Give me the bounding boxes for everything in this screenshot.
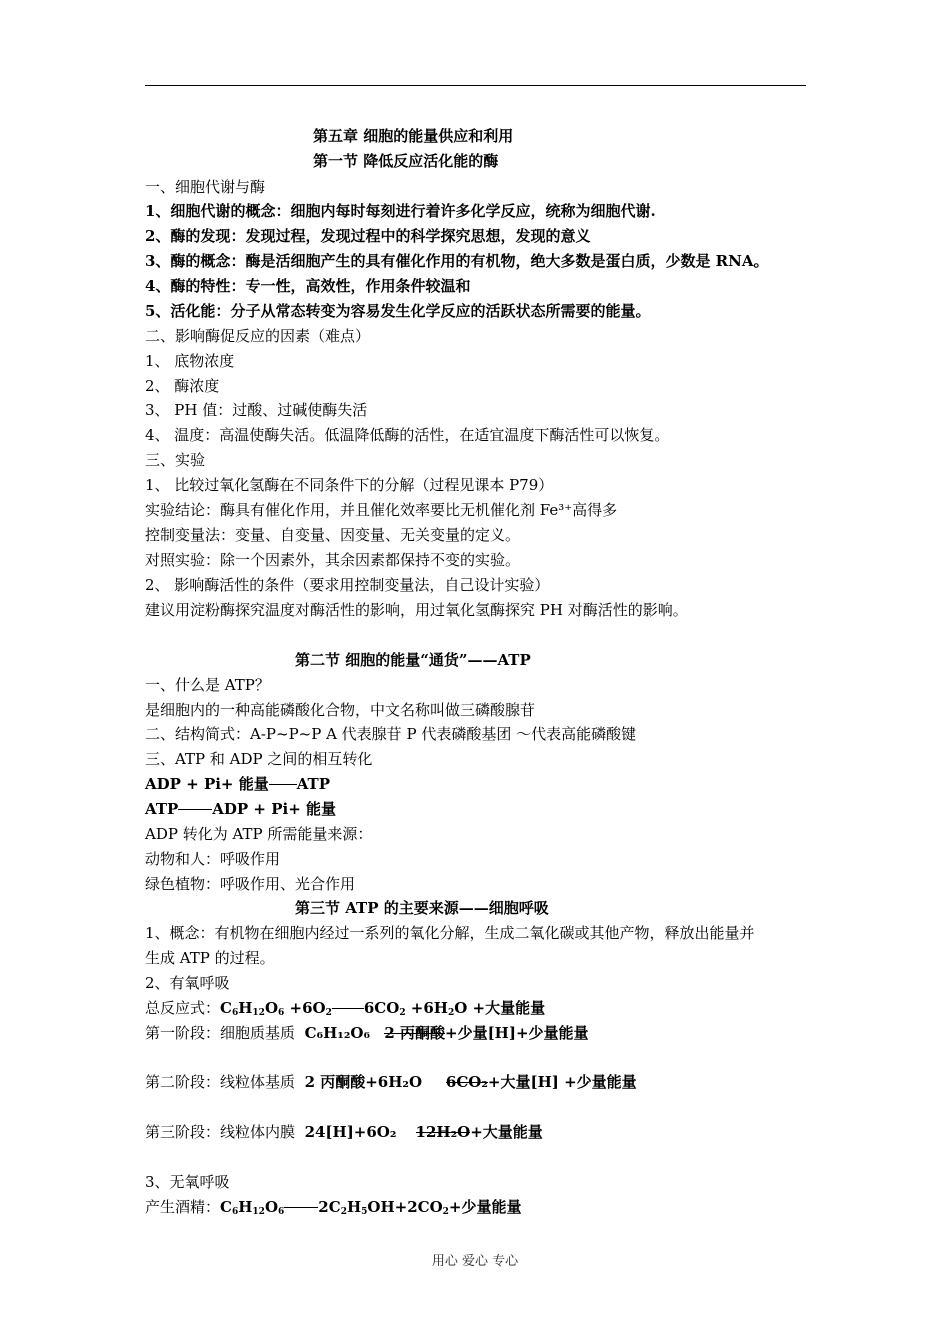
text-line: 3、酶的概念：酶是活细胞产生的具有催化作用的有机物，绝大多数是蛋白质，少数是 RNA。	[145, 252, 769, 270]
equation-adp-to-atp	[145, 774, 330, 794]
text-line: 3、无氧呼吸	[145, 1173, 230, 1191]
arrow-icon	[269, 774, 297, 794]
stage-1	[145, 1023, 589, 1043]
text-line: 生成 ATP 的过程。	[145, 949, 275, 967]
text-line: 二、结构简式：A-P~P~P A 代表腺苷 P 代表磷酸基团 ～代表高能磷酸键	[145, 725, 637, 743]
text-line: 4、酶的特性：专一性，高效性，作用条件较温和	[145, 277, 471, 295]
label: 产生酒精：	[145, 1198, 221, 1216]
text-line: 2、有氧呼吸	[145, 974, 230, 992]
heading-2: 二、影响酶促反应的因素（难点）	[145, 327, 371, 345]
stage-3	[145, 1122, 543, 1142]
eq-right: ATP	[296, 775, 330, 793]
text-line: 控制变量法：变量、自变量、因变量、无关变量的定义。	[145, 526, 521, 544]
text-line: 2、 酶浓度	[145, 377, 220, 395]
eq-left: ATP	[145, 800, 179, 818]
text-line: 对照实验：除一个因素外，其余因素都保持不变的实验。	[145, 551, 521, 569]
rest: +大量[H] +少量能量	[487, 1073, 637, 1091]
text-line: 2、 影响酶活性的条件（要求用控制变量法，自己设计实验）	[145, 576, 550, 594]
label: 第二阶段：线粒体基质	[145, 1073, 296, 1091]
rest: +少量[H]+少量能量	[445, 1024, 589, 1042]
product: 2 丙酮酸	[384, 1024, 446, 1042]
text-line: 实验结论：酶具有催化作用，并且催化效率要比无机催化剂 Fe³⁺高得多	[145, 501, 618, 519]
text-line: 1、细胞代谢的概念：细胞内每时每刻进行着许多化学反应，统称为细胞代谢.	[145, 202, 656, 220]
text-line: 绿色植物：呼吸作用、光合作用	[145, 875, 356, 893]
eq-mid: ADP	[212, 800, 249, 818]
equation-atp-to-adp	[145, 799, 336, 819]
page-footer: 用心 爱心 专心	[431, 1254, 519, 1269]
label: 第一阶段：细胞质基质	[145, 1024, 296, 1042]
header-rule	[145, 85, 806, 86]
text-line: 动物和人：呼吸作用	[145, 850, 281, 868]
text-line: 3、 PH 值：过酸、过碱使酶失活	[145, 401, 368, 419]
text-line: 一、什么是 ATP？	[145, 676, 270, 694]
product: 6CO₂	[445, 1073, 488, 1091]
text-line: 三、ATP 和 ADP 之间的相互转化	[145, 750, 373, 768]
section1-title: 第一节 降低反应活化能的酶	[313, 152, 499, 170]
label: 第三阶段：线粒体内膜	[145, 1123, 296, 1141]
arrow-icon	[332, 998, 364, 1018]
text-line: 5、活化能：分子从常态转变为容易发生化学反应的活跃状态所需要的能量。	[145, 302, 651, 320]
section2-title: 第二节 细胞的能量“通货”——ATP	[295, 651, 531, 669]
stage-2	[145, 1072, 637, 1092]
alcohol-reaction: 产生酒精：$C_6H_{12}O_6$ $2C_2H_5OH+2CO_2+$少量能量	[145, 1198, 522, 1217]
reactant: 24[H]+6O₂	[304, 1123, 397, 1141]
arrow-icon	[178, 799, 212, 819]
text-line: 1、概念：有机物在细胞内经过一系列的氧化分解，生成二氧化碳或其他产物，释放出能量并	[145, 924, 755, 942]
text-line: 1、 底物浓度	[145, 352, 235, 370]
text-line: 建议用淀粉酶探究温度对酶活性的影响，用过氧化氢酶探究 PH 对酶活性的影响。	[145, 601, 688, 619]
text-line: 是细胞内的一种高能磷酸化合物，中文名称叫做三磷酸腺苷	[145, 701, 536, 719]
text-line: 1、 比较过氧化氢酶在不同条件下的分解（过程见课本 P79）	[145, 476, 554, 494]
section3-title: 第三节 ATP 的主要来源——细胞呼吸	[295, 899, 549, 917]
reactant: 2 丙酮酸+6H₂O	[304, 1073, 423, 1091]
eq-left: ADP + Pi+ 能量	[145, 775, 269, 793]
total-reaction: 总反应式：$C_6H_{12}O_6 +6O_2$ $6CO_2 +6H_2O$ +大量能量	[145, 999, 546, 1018]
eq-right: + Pi+ 能量	[248, 800, 336, 818]
rest: +大量能量	[470, 1123, 543, 1141]
chapter-title: 第五章 细胞的能量供应和利用	[313, 127, 514, 145]
product: 12H₂O	[415, 1123, 471, 1141]
label: 总反应式：	[145, 999, 221, 1017]
text-line: ADP 转化为 ATP 所需能量来源：	[145, 825, 373, 843]
heading-3: 三、实验	[145, 451, 206, 469]
reactant: C₆H₁₂O₆	[304, 1024, 371, 1042]
heading-1: 一、细胞代谢与酶	[145, 178, 266, 196]
text-line: 2、酶的发现：发现过程，发现过程中的科学探究思想，发现的意义	[145, 227, 591, 245]
text-line: 4、 温度：高温使酶失活。低温降低酶的活性，在适宜温度下酶活性可以恢复。	[145, 426, 670, 444]
arrow-icon	[284, 1197, 318, 1217]
